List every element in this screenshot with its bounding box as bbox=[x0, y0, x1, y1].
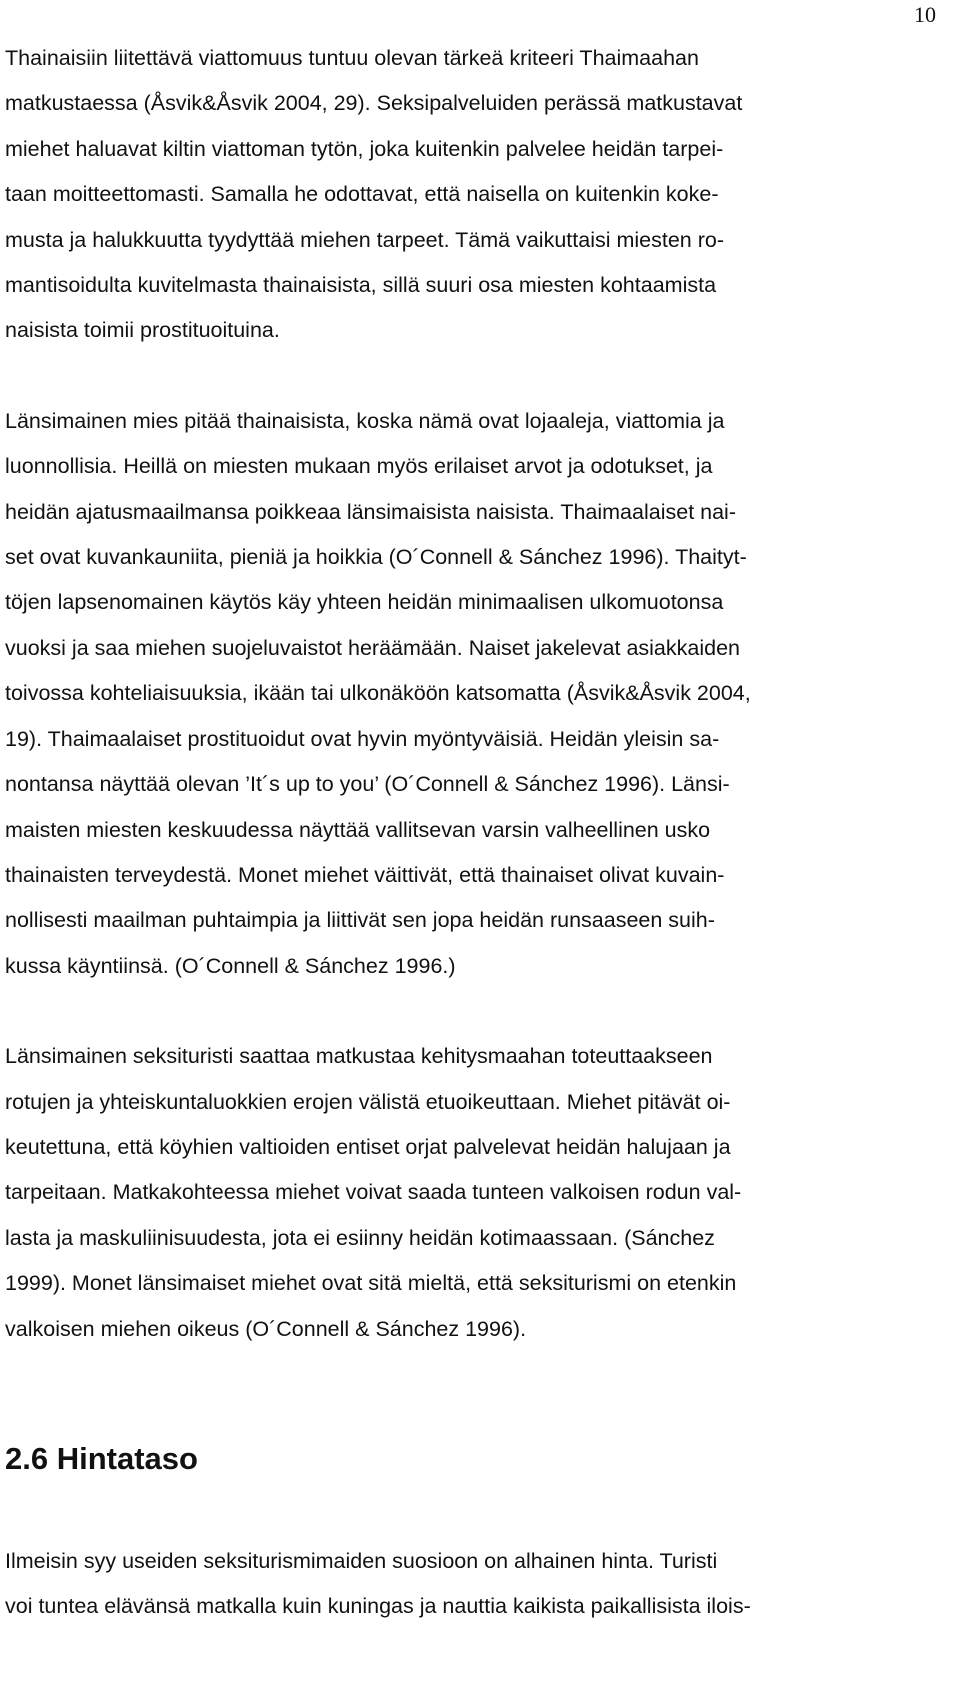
text-line: maisten miesten keskuudessa näyttää vallitsevan varsin valheellinen usko bbox=[5, 817, 711, 842]
text-line: kussa käyntiinsä. (O´Connell & Sánchez 1996.) bbox=[5, 953, 456, 978]
text-line: matkustaessa (Åsvik&Åsvik 2004, 29). Seksipalveluiden perässä matkustavat bbox=[5, 91, 743, 116]
text-line: set ovat kuvankauniita, pieniä ja hoikkia (O´Connell & Sánchez 1996). Thaityt- bbox=[5, 545, 747, 570]
text-line: taan moitteettomasti. Samalla he odottavat, että naisella on kuitenkin koke- bbox=[5, 182, 719, 207]
text-line: Länsimainen mies pitää thainaisista, koska nämä ovat lojaaleja, viattomia ja bbox=[5, 408, 725, 433]
document-body bbox=[5, 36, 885, 1630]
text-line: nontansa näyttää olevan ’It´s up to you’ (O´Connell & Sánchez 1996). Länsi- bbox=[5, 772, 730, 797]
text-line: voi tuntea elävänsä matkalla kuin kuningas ja nauttia kaikista paikallisista ilois- bbox=[5, 1594, 751, 1619]
text-line: thainaisten terveydestä. Monet miehet väittivät, että thainaiset olivat kuvain- bbox=[5, 862, 725, 887]
text-line: vuoksi ja saa miehen suojeluvaistot heräämään. Naiset jakelevat asiakkaiden bbox=[5, 635, 740, 660]
page-number: 10 bbox=[914, 2, 936, 27]
text-line: keutettuna, että köyhien valtioiden entiset orjat palvelevat heidän halujaan ja bbox=[5, 1134, 731, 1159]
paragraph-2 bbox=[5, 399, 885, 989]
text-line: naisista toimii prostituoituina. bbox=[5, 318, 280, 343]
text-line: mantisoidulta kuvitelmasta thainaisista, sillä suuri osa miesten kohtaamista bbox=[5, 273, 717, 298]
text-line: luonnollisia. Heillä on miesten mukaan myös erilaiset arvot ja odotukset, ja bbox=[5, 454, 713, 479]
text-line: Thainaisiin liitettävä viattomuus tuntuu olevan tärkeä kriteeri Thaimaahan bbox=[5, 46, 699, 70]
paragraph-3 bbox=[5, 1034, 885, 1352]
text-line: lasta ja maskuliinisuudesta, jota ei esiinny heidän kotimaassaan. (Sánchez bbox=[5, 1225, 715, 1250]
paragraph-4 bbox=[5, 1539, 885, 1630]
text-line: Länsimainen seksituristi saattaa matkustaa kehitysmaahan toteuttaakseen bbox=[5, 1044, 713, 1069]
text-line: 19). Thaimaalaiset prostituoidut ovat hyvin myöntyväisiä. Heidän yleisin sa- bbox=[5, 726, 720, 751]
text-line: 1999). Monet länsimaiset miehet ovat sitä mieltä, että seksiturismi on etenkin bbox=[5, 1271, 737, 1296]
section-heading: 2.6 Hintataso bbox=[5, 1440, 198, 1476]
text-line: tarpeitaan. Matkakohteessa miehet voivat saada tunteen valkoisen rodun val- bbox=[5, 1180, 742, 1205]
text-line: musta ja halukkuutta tyydyttää miehen tarpeet. Tämä vaikuttaisi miesten ro- bbox=[5, 227, 725, 252]
paragraph-spacer bbox=[5, 989, 885, 1034]
text-line: heidän ajatusmaailmansa poikkeaa länsimaisista naisista. Thaimaalaiset nai- bbox=[5, 499, 736, 524]
heading-spacer bbox=[5, 1482, 885, 1539]
paragraph-spacer bbox=[5, 354, 885, 399]
heading-spacer bbox=[5, 1352, 885, 1422]
text-line: miehet haluavat kiltin viattoman tytön, joka kuitenkin palvelee heidän tarpei- bbox=[5, 136, 724, 161]
paragraph-1 bbox=[5, 36, 885, 354]
text-line: toivossa kohteliaisuuksia, ikään tai ulkonäköön katsomatta (Åsvik&Åsvik 2004, bbox=[5, 681, 751, 706]
text-line: rotujen ja yhteiskuntaluokkien erojen välistä etuoikeuttaan. Miehet pitävät oi- bbox=[5, 1089, 731, 1114]
text-line: nollisesti maailman puhtaimpia ja liittivät sen jopa heidän runsaaseen suih- bbox=[5, 908, 715, 933]
text-line: valkoisen miehen oikeus (O´Connell & Sánchez 1996). bbox=[5, 1316, 527, 1341]
text-line: töjen lapsenomainen käytös käy yhteen heidän minimaalisen ulkomuotonsa bbox=[5, 590, 724, 615]
text-line: Ilmeisin syy useiden seksiturismimaiden suosioon on alhainen hinta. Turisti bbox=[5, 1548, 718, 1573]
